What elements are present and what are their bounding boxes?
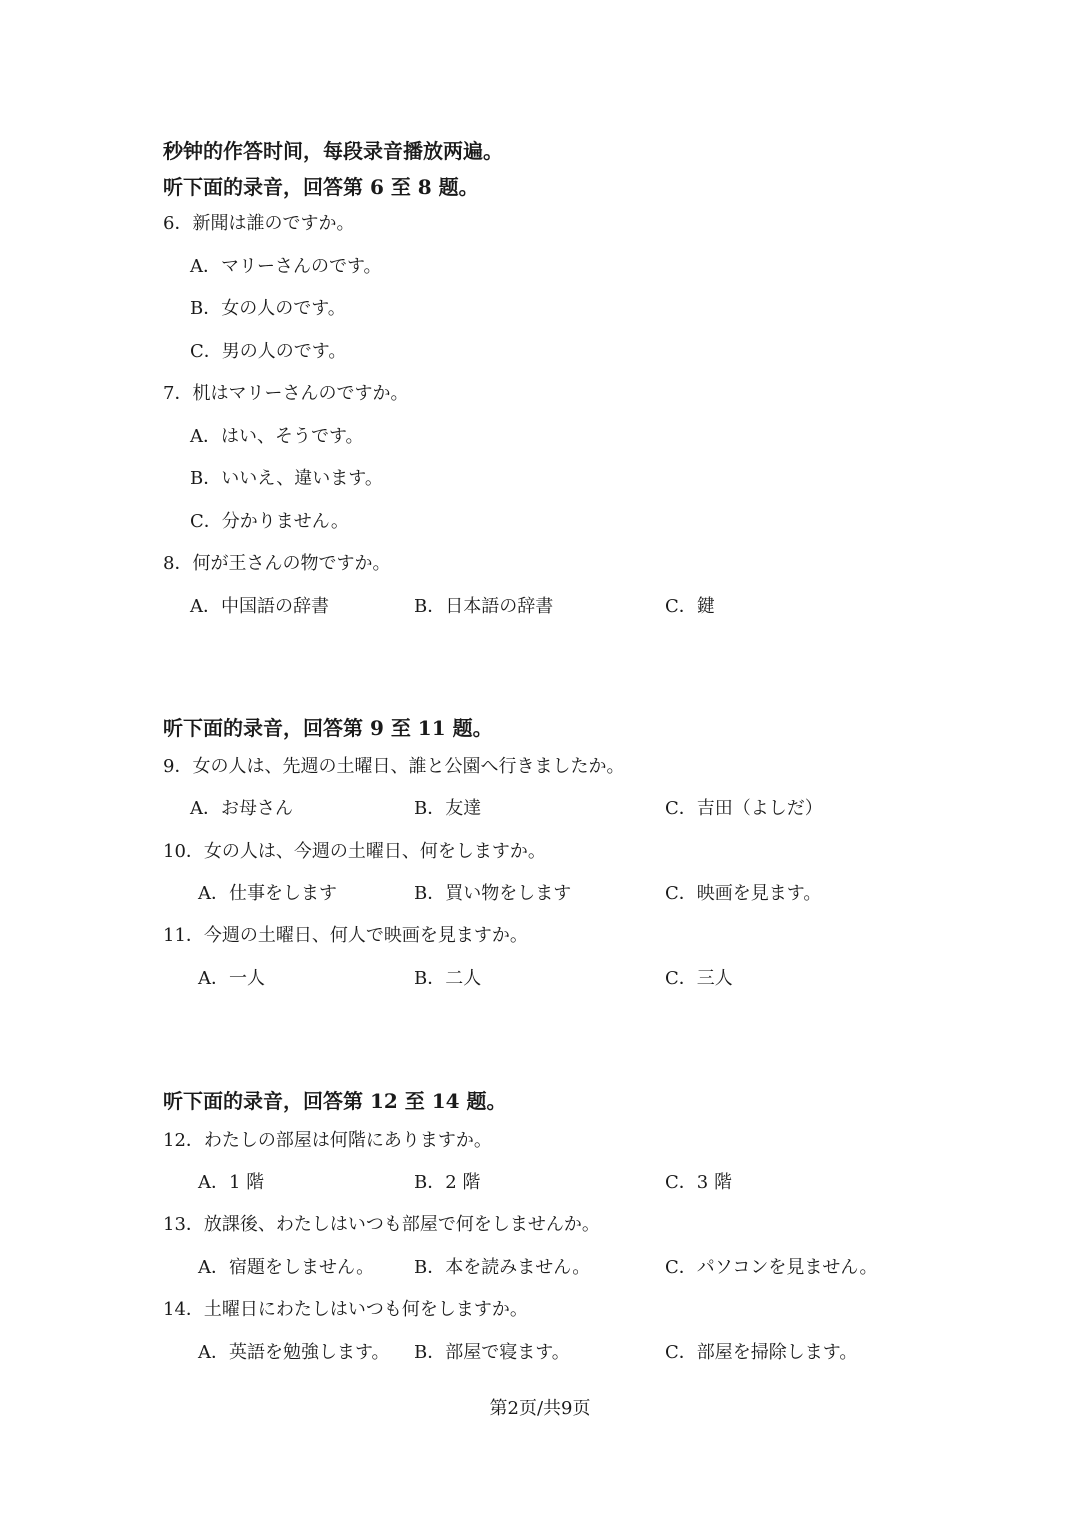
option-c: C．部屋を掃除します。 [665,1342,858,1363]
option-b: B．友達 [414,798,482,819]
option-b: B．買い物をします [414,883,572,904]
option-a: A．マリーさんのです。 [190,256,382,277]
option-b: B．本を読みません。 [414,1257,591,1278]
option-a: A．1 階 [198,1172,265,1193]
question-10: 10．女の人は、今週の土曜日、何をしますか。 [163,841,546,862]
option-b: B．部屋で寝ます。 [414,1342,570,1363]
section-heading: 听下面的录音，回答第 6 至 8 题。 [163,175,479,199]
question-11: 11．今週の土曜日、何人で映画を見ますか。 [163,925,528,946]
option-c: C．パソコンを見ません。 [665,1257,878,1278]
question-13: 13．放課後、わたしはいつも部屋で何をしませんか。 [163,1214,600,1235]
option-c: C．男の人のです。 [190,341,347,362]
option-b: B．いいえ、違います。 [190,468,383,489]
option-a: A．中国語の辞書 [190,596,329,617]
question-9: 9．女の人は、先週の土曜日、誰と公園へ行きましたか。 [163,756,625,777]
option-c: C．映画を見ます。 [665,883,822,904]
option-a: A．英語を勉強します。 [198,1342,390,1363]
option-c: C．鍵 [665,596,715,617]
question-8: 8．何が王さんの物ですか。 [163,553,391,574]
section-heading: 听下面的录音，回答第 9 至 11 题。 [163,716,493,740]
option-a: A．宿題をしません。 [198,1257,375,1278]
section-heading: 听下面的录音，回答第 12 至 14 题。 [163,1089,507,1113]
question-7: 7．机はマリーさんのですか。 [163,383,409,404]
question-14: 14．土曜日にわたしはいつも何をしますか。 [163,1299,528,1320]
option-a: A．お母さん [190,798,293,819]
question-12: 12．わたしの部屋は何階にありますか。 [163,1130,492,1151]
intro-line: 秒钟的作答时间，每段录音播放两遍。 [163,139,503,163]
option-b: B．女の人のです。 [190,298,346,319]
option-c: C．三人 [665,968,733,989]
option-c: C．吉田（よしだ） [665,798,823,819]
option-a: A．仕事をします [198,883,337,904]
option-b: B．二人 [414,968,482,989]
option-c: C．分かりません。 [190,511,349,532]
page-number-footer: 第2页/共9页 [489,1398,591,1419]
option-a: A．はい、そうです。 [190,426,364,447]
option-a: A．一人 [198,968,265,989]
option-b: B．日本語の辞書 [414,596,554,617]
option-b: B．2 階 [414,1172,481,1193]
question-6: 6．新聞は誰のですか。 [163,213,355,234]
option-c: C．3 階 [665,1172,732,1193]
